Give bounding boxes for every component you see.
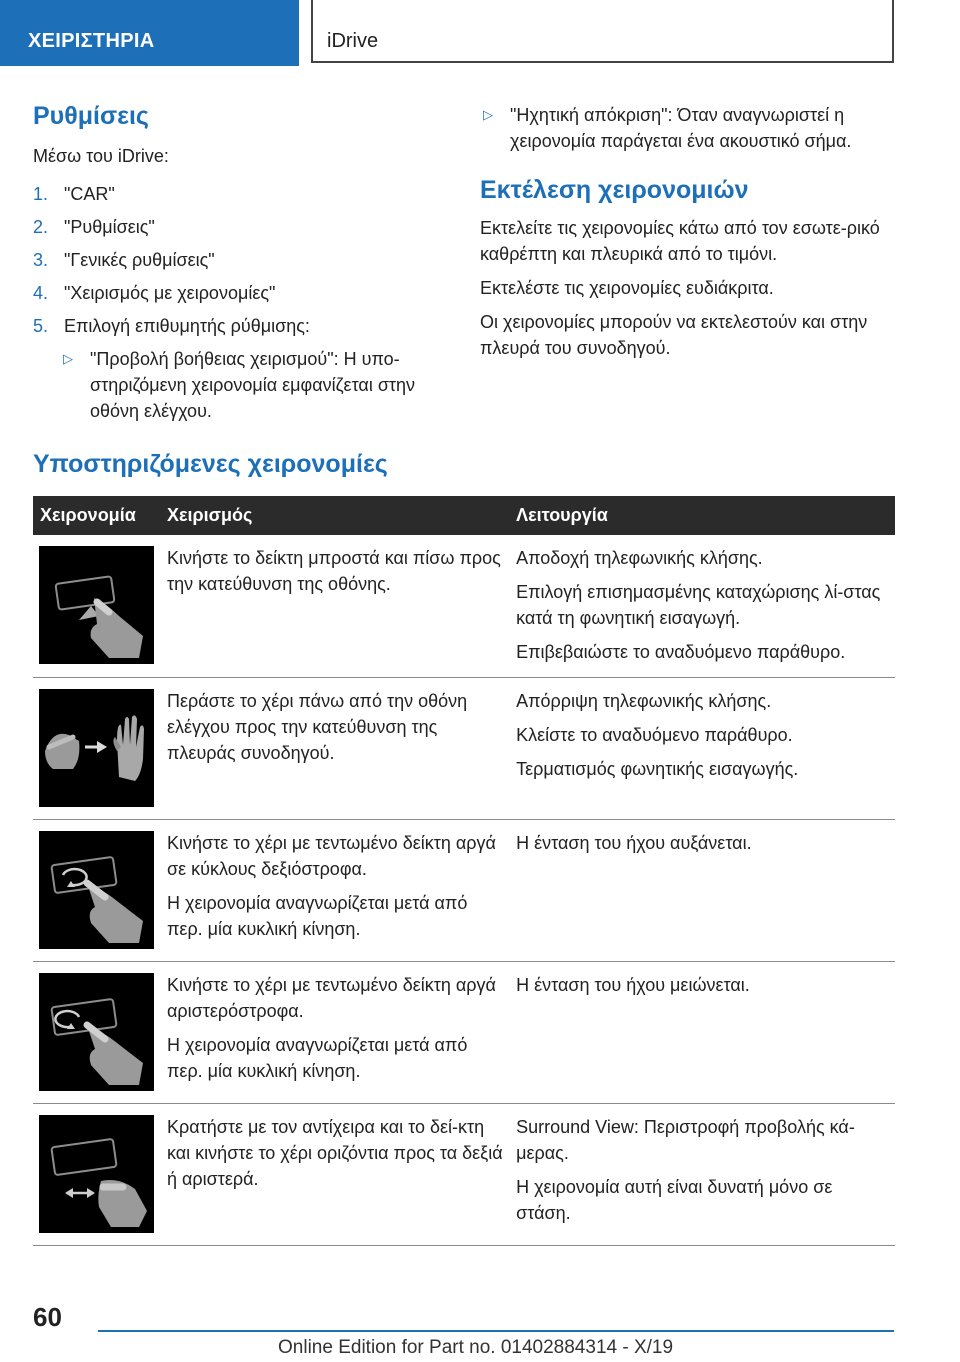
- thumb-index-swipe-gesture-icon: [39, 1115, 154, 1233]
- step-item: [33, 181, 453, 207]
- settings-steps: [33, 181, 453, 339]
- execution-paragraph: Εκτελείτε τις χειρονομίες κάτω από τον εσωτε-ρικό καθρέπτη και πλευρικά από το τιμόνι.: [480, 218, 880, 264]
- step-item: [33, 313, 453, 339]
- step-number: 1.: [33, 184, 49, 204]
- column-header-operation: Χειρισμός: [160, 496, 509, 535]
- section-label: ΧΕΙΡΙΣΤΗΡΙΑ: [28, 30, 155, 52]
- column-header-gesture: Χειρονομία: [33, 496, 160, 535]
- step-text: "Χειρισμός με χειρονομίες": [64, 283, 276, 303]
- option-text: "Προβολή βοήθειας χειρισμού": Η υπο-στηριζόμενη χειρονομία εμφανίζεται στην οθόνη ελέγχου.: [90, 349, 416, 421]
- page-header: [0, 0, 960, 66]
- chapter-tab: [311, 0, 894, 63]
- settings-heading: Ρυθμίσεις: [33, 102, 149, 130]
- circle-counterclockwise-gesture-icon: [39, 973, 154, 1091]
- step-text: Επιλογή επιθυμητής ρύθμισης:: [64, 316, 310, 336]
- table-row: [33, 962, 895, 1104]
- step-item: [33, 280, 453, 306]
- function-text: Επιβεβαιώστε το αναδυόμενο παράθυρο.: [516, 642, 846, 662]
- column-header-function: Λειτουργία: [509, 496, 895, 535]
- function-text: Απόρριψη τηλεφωνικής κλήσης.: [516, 691, 772, 711]
- option-item: [33, 346, 453, 424]
- function-text: Surround View: Περιστροφή προβολής κά-μερας.: [516, 1117, 855, 1163]
- operation-text: Η χειρονομία αναγνωρίζεται μετά από περ. μία κυκλική κίνηση.: [167, 1035, 468, 1081]
- step-number: 2.: [33, 217, 49, 237]
- page-number: 60: [33, 1302, 62, 1332]
- operation-text: Κινήστε το χέρι με τεντωμένο δείκτη αργά σε κύκλους δεξιόστροφα.: [167, 833, 496, 879]
- triangle-bullet-icon: ▷: [483, 107, 493, 122]
- step-item: [33, 247, 453, 273]
- operation-text: Περάστε το χέρι πάνω από την οθόνη ελέγχου προς την κατεύθυνση της πλευράς συνοδηγού.: [167, 691, 468, 763]
- execution-heading: Εκτέλεση χειρονομιών: [480, 176, 749, 204]
- operation-text: Κινήστε το δείκτη μπροστά και πίσω προς την κατεύθυνση της οθόνης.: [167, 548, 501, 594]
- operation-text: Κινήστε το χέρι με τεντωμένο δείκτη αργά αριστερόστροφα.: [167, 975, 496, 1021]
- point-forward-back-gesture-icon: [39, 546, 154, 664]
- supported-gestures-heading: Υποστηριζόμενες χειρονομίες: [33, 450, 388, 478]
- execution-paragraph: Οι χειρονομίες μπορούν να εκτελεστούν και στην πλευρά του συνοδηγού.: [480, 312, 868, 358]
- table-row: [33, 535, 895, 678]
- circle-clockwise-gesture-icon: [39, 831, 154, 949]
- function-text: Κλείστε το αναδυόμενο παράθυρο.: [516, 725, 793, 745]
- settings-intro: Μέσω του iDrive:: [33, 146, 169, 166]
- execution-paragraph: Εκτελέστε τις χειρονομίες ευδιάκριτα.: [480, 278, 774, 298]
- hand-swipe-gesture-icon: [39, 689, 154, 807]
- function-text: Τερματισμός φωνητικής εισαγωγής.: [516, 759, 799, 779]
- footer-divider: [98, 1330, 894, 1332]
- table-row: [33, 1104, 895, 1246]
- option-item: [453, 102, 898, 154]
- section-tab: [0, 0, 299, 66]
- table-row: [33, 678, 895, 820]
- gestures-table: [33, 496, 895, 1246]
- function-text: Η ένταση του ήχου μειώνεται.: [516, 975, 750, 995]
- triangle-bullet-icon: ▷: [63, 351, 73, 366]
- execution-column: [480, 102, 898, 361]
- step-text: "CAR": [64, 184, 115, 204]
- settings-column: [33, 102, 453, 424]
- step-number: 3.: [33, 250, 49, 270]
- table-header-row: [33, 496, 895, 535]
- step-number: 4.: [33, 283, 49, 303]
- chapter-label: iDrive: [327, 30, 379, 52]
- function-text: Επιλογή επισημασμένης καταχώρισης λί-στας κατά τη φωνητική εισαγωγή.: [516, 582, 881, 628]
- function-text: Η χειρονομία αυτή είναι δυνατή μόνο σε στάση.: [516, 1177, 833, 1223]
- table-row: [33, 820, 895, 962]
- step-number: 5.: [33, 316, 49, 336]
- step-text: "Γενικές ρυθμίσεις": [64, 250, 215, 270]
- operation-text: Κρατήστε με τον αντίχειρα και το δεί-κτη και κινήστε το χέρι οριζόντια προς τα δεξιά ή αριστερά.: [167, 1117, 503, 1189]
- step-text: "Ρυθμίσεις": [64, 217, 155, 237]
- step-item: [33, 214, 453, 240]
- option-text: "Ηχητική απόκριση": Όταν αναγνωριστεί η χειρονομία παράγεται ένα ακουστικό σήμα.: [510, 105, 852, 151]
- function-text: Αποδοχή τηλεφωνικής κλήσης.: [516, 548, 763, 568]
- function-text: Η ένταση του ήχου αυξάνεται.: [516, 833, 752, 853]
- operation-text: Η χειρονομία αναγνωρίζεται μετά από περ. μία κυκλική κίνηση.: [167, 893, 468, 939]
- footer-edition-text: Online Edition for Part no. 01402884314 - X/19: [278, 1337, 674, 1358]
